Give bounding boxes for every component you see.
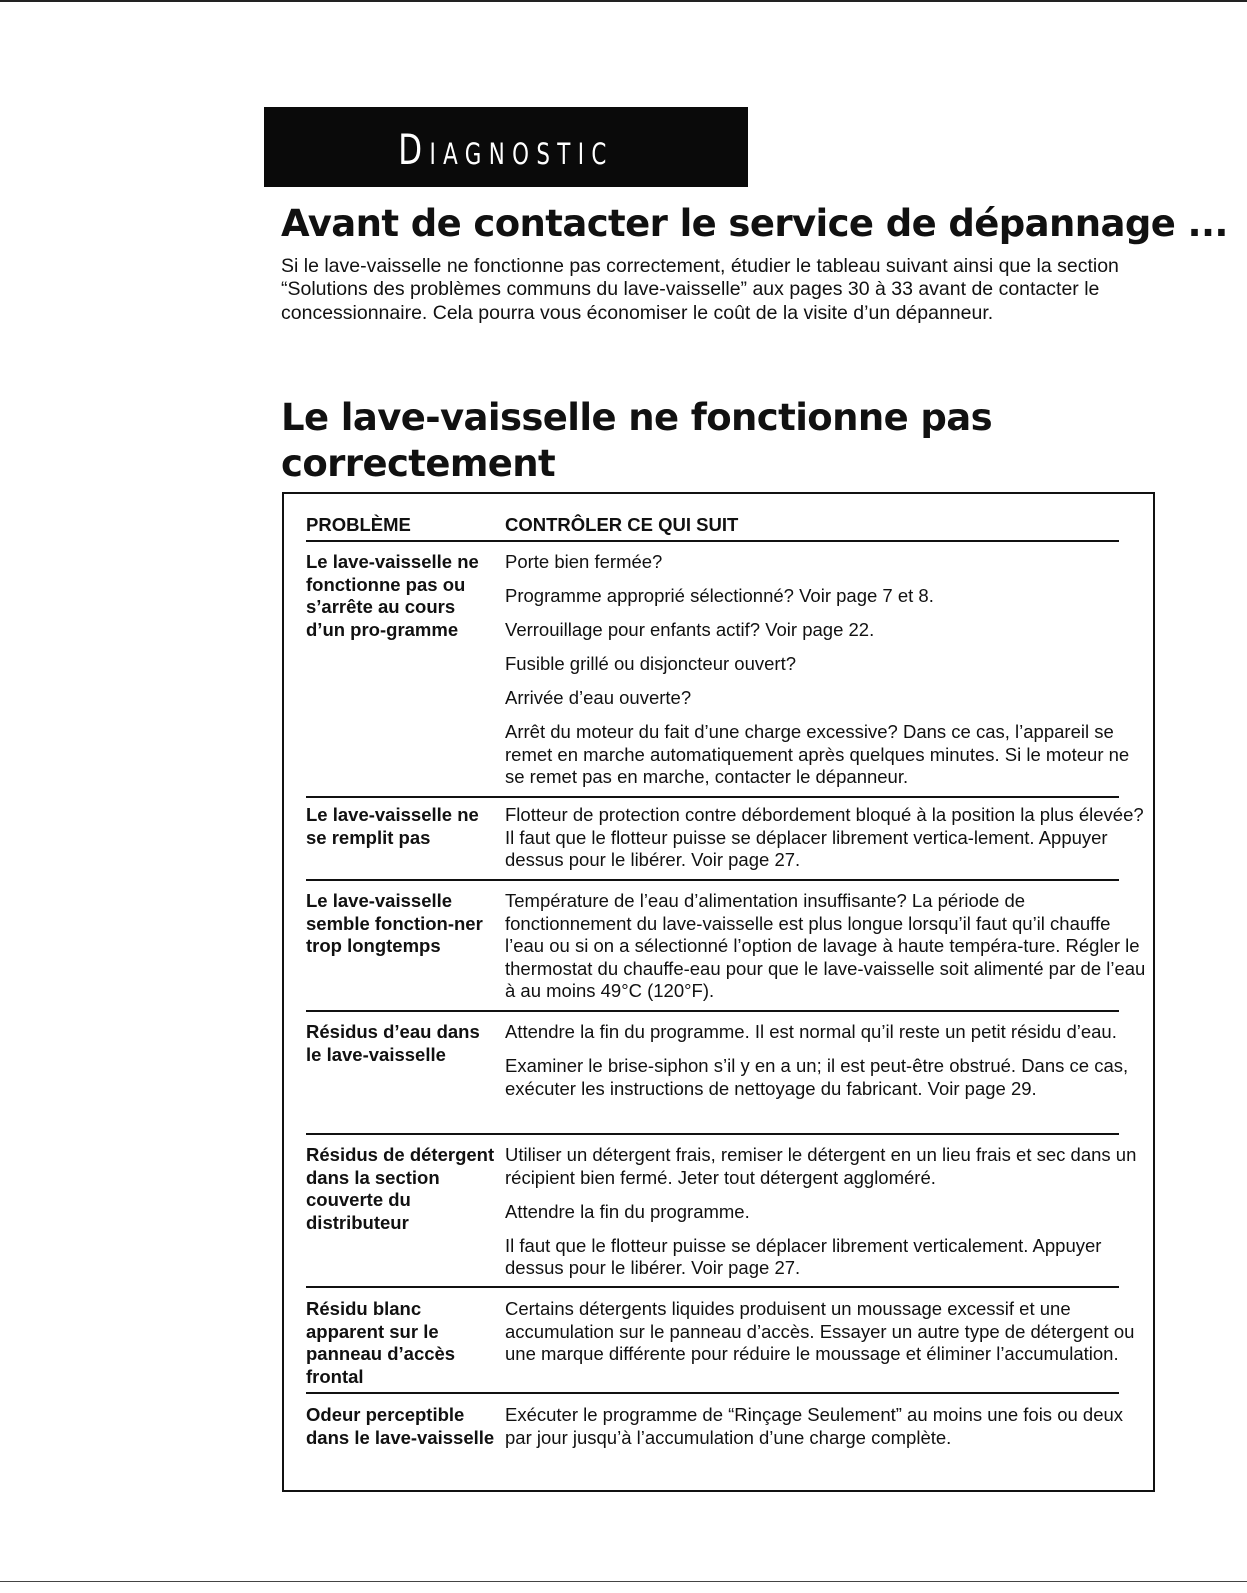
check-item: Programme approprié sélectionné? Voir page 7 et 8.: [505, 585, 934, 606]
problem-cell: Le lave-vaisselle ne se remplit pas: [306, 804, 479, 848]
check-cell: [505, 1021, 1149, 1112]
check-item: Il faut que le flotteur puisse se déplacer librement verticalement. Appuyer dessus pour le libérer. Voir page 27.: [505, 1234, 1102, 1278]
page-heading: Avant de contacter le service de dépannage ...: [281, 202, 1228, 245]
bottom-border-rule: [0, 1581, 1247, 1582]
table-row: [306, 1021, 1129, 1135]
check-cell: [505, 551, 1149, 800]
check-item: Température de l’eau d’alimentation insuffisante? La période de fonctionnement du lave-vaisselle est plus longue lorsqu’il faut qu’il chauffe l’eau ou si on a sélectionné l’option de lavage à haute tempéra-ture. Régler le thermostat du chauffe-eau pour que le lave-vaisselle soit alimenté par de l’eau à au moins 49°C (120°F).: [505, 890, 1146, 1001]
check-item: Fusible grillé ou disjoncteur ouvert?: [505, 653, 797, 674]
column-header-problem: PROBLÈME: [306, 514, 411, 535]
check-item: Arrivée d’eau ouverte?: [505, 687, 692, 708]
intro-paragraph: Si le lave-vaisselle ne fonctionne pas correctement, étudier le tableau suivant ainsi que la section “Solutions des problèmes communs du lave-vaisselle” aux pages 30 à 33 avant de contacter le concessionnaire. Cela pourra vous économiser le coût de la visite d’un dépanneur.: [281, 255, 1119, 324]
table-header: [306, 514, 1119, 542]
banner-title: Diagnostic: [398, 125, 614, 174]
table-row: [306, 890, 1146, 1012]
check-cell: [505, 1298, 1149, 1377]
section-heading: Le lave-vaisselle ne fonctionne pas correctement: [281, 396, 993, 485]
problem-cell: Résidus d’eau dans le lave-vaisselle: [306, 1021, 480, 1065]
top-border-rule: [0, 0, 1247, 2]
check-item: Certains détergents liquides produisent un moussage excessif et une accumulation sur le panneau d’accès. Essayer un autre type de détergent ou une marque différente pour réduire le moussage et éliminer l’accumulation.: [505, 1298, 1135, 1364]
check-item: Verrouillage pour enfants actif? Voir page 22.: [505, 619, 875, 640]
check-cell: [505, 1404, 1149, 1461]
problem-cell: Le lave-vaisselle ne fonctionne pas ou s’arrête au cours d’un pro-gramme: [306, 551, 479, 640]
check-cell: [505, 890, 1149, 1014]
check-item: Examiner le brise-siphon s’il y en a un; il est peut-être obstrué. Dans ce cas, exécuter les instructions de nettoyage du fabricant. Voir page 29.: [505, 1055, 1129, 1099]
problem-cell: Résidu blanc apparent sur le panneau d’accès frontal: [306, 1298, 456, 1387]
check-item: Utiliser un détergent frais, remiser le détergent en un lieu frais et sec dans un récipient bien fermé. Jeter tout détergent aggloméré.: [505, 1144, 1137, 1188]
section-banner: [264, 107, 748, 187]
check-item: Attendre la fin du programme.: [505, 1200, 750, 1222]
problem-cell: Le lave-vaisselle semble fonction-ner trop longtemps: [306, 890, 483, 956]
check-cell: [505, 804, 1149, 883]
troubleshooting-table: [282, 492, 1155, 1492]
table-row: [306, 804, 1144, 881]
table-row: [306, 1404, 1124, 1479]
check-item: Exécuter le programme de “Rinçage Seulement” au moins une fois ou deux par jour jusqu’à l’accumulation d’une charge complète.: [505, 1404, 1124, 1448]
check-item: Arrêt du moteur du fait d’une charge excessive? Dans ce cas, l’appareil se remet en marche automatiquement après quelques minutes. Si le moteur ne se remet pas en marche, contacter le dépanneur.: [505, 721, 1130, 787]
check-cell: [505, 1144, 1149, 1291]
check-item: Porte bien fermée?: [505, 551, 663, 572]
check-item: Flotteur de protection contre débordement bloqué à la position la plus élevée? Il faut que le flotteur puisse se déplacer librement vertica-lement. Appuyer dessus pour le libérer. Voir page 27.: [505, 804, 1144, 870]
problem-cell: Odeur perceptible dans le lave-vaisselle: [306, 1404, 495, 1448]
table-row: [306, 1298, 1135, 1394]
check-item: Attendre la fin du programme. Il est normal qu’il reste un petit résidu d’eau.: [505, 1021, 1117, 1042]
table-row: [306, 551, 1130, 798]
problem-cell: Résidus de détergent dans la section couverte du distributeur: [306, 1144, 495, 1233]
column-header-check: CONTRÔLER CE QUI SUIT: [505, 514, 739, 535]
table-row: [306, 1144, 1137, 1288]
